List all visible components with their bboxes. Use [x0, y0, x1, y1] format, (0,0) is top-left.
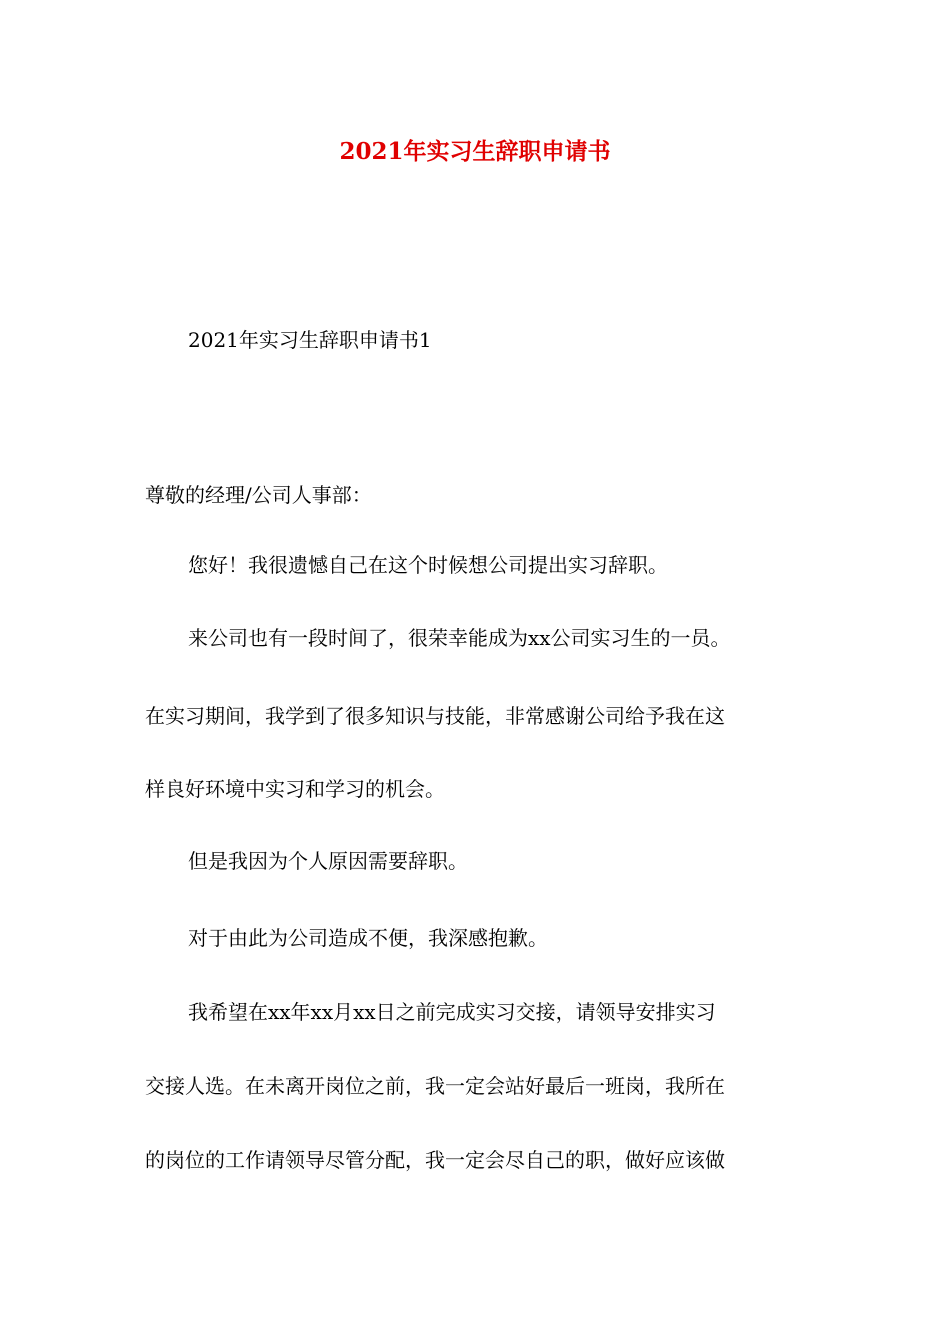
- paragraph-line: 交接人选。在未离开岗位之前，我一定会站好最后一班岗，我所在: [145, 1074, 725, 1098]
- section-heading: 2021年实习生辞职申请书1: [188, 328, 432, 352]
- paragraph-line: 来公司也有一段时间了，很荣幸能成为xx公司实习生的一员。: [188, 626, 731, 650]
- paragraph-line: 样良好环境中实习和学习的机会。: [145, 777, 445, 801]
- paragraph-line: 的岗位的工作请领导尽管分配，我一定会尽自己的职，做好应该做: [145, 1148, 725, 1172]
- salutation-line: 尊敬的经理/公司人事部：: [145, 483, 372, 507]
- paragraph-line: 我希望在xx年xx月xx日之前完成实习交接，请领导安排实习: [188, 1000, 716, 1024]
- paragraph-line: 在实习期间，我学到了很多知识与技能，非常感谢公司给予我在这: [145, 704, 725, 728]
- paragraph-line: 对于由此为公司造成不便，我深感抱歉。: [188, 926, 548, 950]
- paragraph-line: 但是我因为个人原因需要辞职。: [188, 849, 468, 873]
- paragraph-line: 您好！我很遗憾自己在这个时候想公司提出实习辞职。: [188, 553, 668, 577]
- document-title: 2021年实习生辞职申请书: [339, 138, 611, 165]
